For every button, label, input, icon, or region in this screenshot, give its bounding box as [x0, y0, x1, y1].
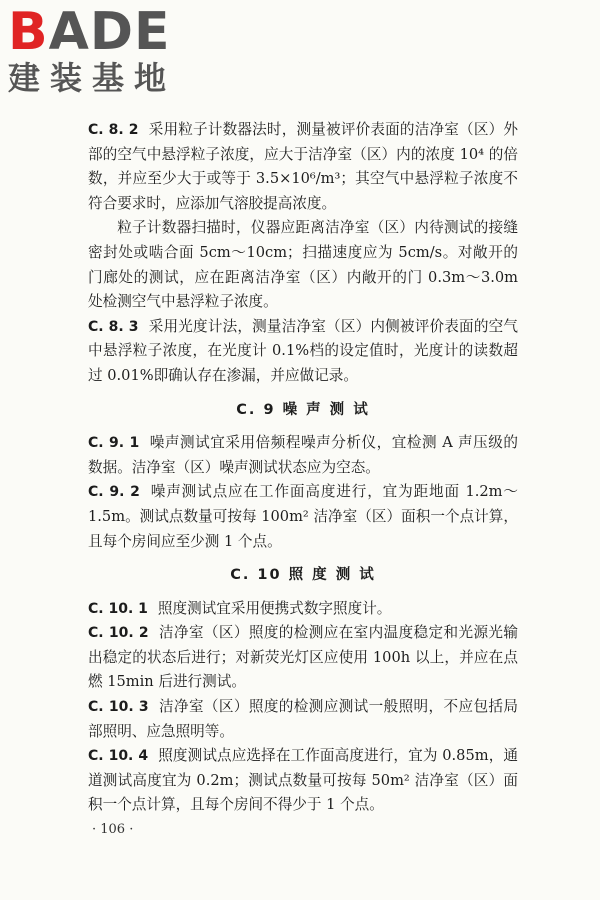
- logo-subtitle: 建装基地: [8, 59, 177, 97]
- bade-logo: [8, 2, 177, 97]
- clause-c-8-3: [88, 315, 518, 389]
- page-number: · 106 ·: [92, 822, 134, 837]
- clause-c-9-2: [88, 480, 518, 554]
- logo-wordmark: BADE: [8, 2, 171, 62]
- clause-c-9-1: [88, 431, 518, 480]
- clause-number: C. 9. 1: [88, 435, 140, 452]
- clause-text: 采用光度计法，测量洁净室（区）内侧被评价表面的空气中悬浮粒子浓度，在光度计 0.1%档的设定值时，光度计的读数超过 0.01%即确认存在渗漏，并应做记录。: [88, 317, 518, 384]
- clause-text: 噪声测试点应在工作面高度进行，宜为距地面 1.2m～1.5m。测试点数量可按每 100m² 洁净室（区）面积一个点计算，且每个房间应至少测 1 个点。: [88, 483, 518, 550]
- clause-number: C. 10. 4: [88, 748, 149, 765]
- clause-number: C. 9. 2: [88, 484, 140, 501]
- clause-c-10-4: [88, 744, 518, 818]
- clause-number: C. 10. 2: [88, 625, 149, 642]
- clause-number: C. 8. 2: [88, 122, 139, 138]
- section-heading-illuminance: C. 10 照 度 测 试: [230, 567, 376, 584]
- clause-number: C. 10. 3: [88, 699, 149, 716]
- clause-text: 洁净室（区）照度的检测应在室内温度稳定和光源光输出稳定的状态后进行；对新荧光灯区应使用 100h 以上，并应在点燃 15min 后进行测试。: [88, 624, 518, 691]
- paragraph-scan: 粒子计数器扫描时，仪器应距离洁净室（区）内待测试的接缝密封处或啮合面 5cm～10cm；扫描速度应为 5cm/s。对敞开的门廊处的测试，应在距离洁净室（区）内敞开的门 0.3m～3.0m 处检测空气中悬浮粒子浓度。: [88, 219, 518, 311]
- clause-text: 照度测试点应选择在工作面高度进行，宜为 0.85m，通道测试高度宜为 0.2m；测试点数量可按每 50m² 洁净室（区）面积一个点计算，且每个房间不得少于 1 个点。: [88, 747, 518, 814]
- clause-text: 采用粒子计数器法时，测量被评价表面的洁净室（区）外部的空气中悬浮粒子浓度，应大于洁净室（区）内的浓度 10⁴ 的倍数，并应至少大于或等于 3.5×10⁶/m³；其空气中悬浮粒子浓度不符合要求时，应添加气溶胶提高浓度。: [88, 121, 518, 212]
- document-body: [88, 118, 518, 818]
- section-heading-noise: C. 9 噪 声 测 试: [236, 401, 370, 418]
- clause-c-10-1: [88, 597, 518, 622]
- clause-c-8-2: [88, 118, 518, 216]
- clause-number: C. 10. 1: [88, 600, 148, 617]
- clause-text: 照度测试宜采用便携式数字照度计。: [157, 599, 392, 617]
- clause-c-10-2: [88, 621, 518, 695]
- clause-text: 噪声测试宜采用倍频程噪声分析仪，宜检测 A 声压级的数据。洁净室（区）噪声测试状态应为空态。: [88, 434, 518, 476]
- clause-c-10-3: [88, 695, 518, 744]
- clause-number: C. 8. 3: [88, 318, 139, 335]
- clause-text: 洁净室（区）照度的检测应测试一般照明，不应包括局部照明、应急照明等。: [88, 698, 518, 740]
